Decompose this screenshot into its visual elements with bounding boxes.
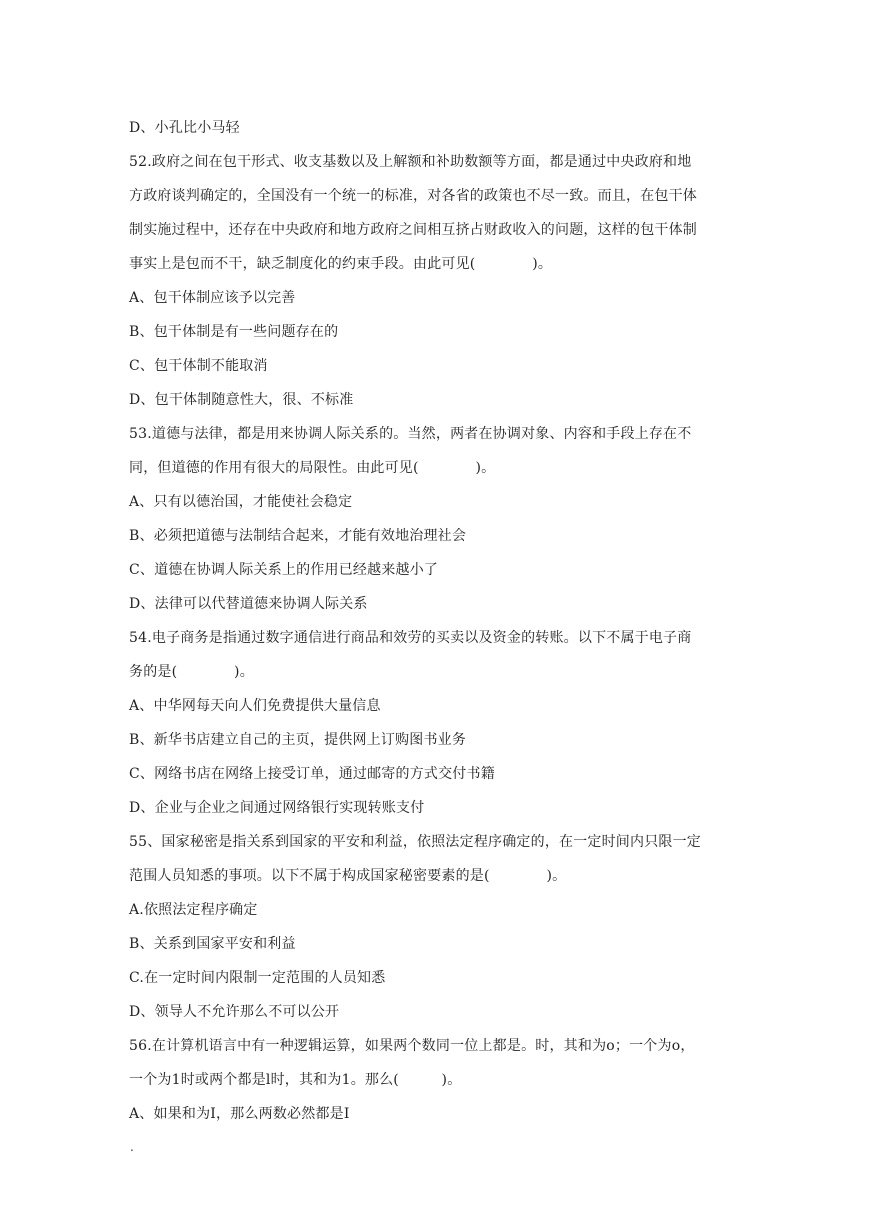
option-line: C.在一定时间内限制一定范围的人员知悉 (129, 970, 386, 986)
question-text-line: 一个为1时或两个都是l时，其和为1。那么( )。 (129, 1072, 462, 1088)
footer-mark: . (130, 1140, 134, 1154)
question-text-line: 范围人员知悉的事项。以下不属于构成国家秘密要素的是( )。 (129, 868, 567, 884)
option-line: D、包干体制随意性大，很、不标准 (129, 392, 354, 408)
question-text-line: 同，但道德的作用有很大的局限性。由此可见( )。 (129, 460, 496, 476)
option-line: B、包干体制是有一些问题存在的 (129, 324, 339, 340)
option-line: D、小孔比小马轻 (129, 120, 240, 136)
page-content (129, 111, 745, 1131)
question-text-line: 务的是( )。 (129, 664, 254, 680)
option-line: A.依照法定程序确定 (129, 902, 258, 918)
option-line: C、网络书店在网络上接受订单，通过邮寄的方式交付书籍 (129, 766, 495, 782)
option-line: A、只有以德治国，才能使社会稳定 (129, 494, 353, 510)
question-55 (129, 825, 745, 893)
question-52 (129, 145, 745, 281)
question-text-line: 52.政府之间在包干形式、收支基数以及上解额和补助数额等方面，都是通过中央政府和地 (129, 154, 692, 170)
option-line: D、企业与企业之间通过网络银行实现转账支付 (129, 800, 425, 816)
question-text-line: 56.在计算机语言中有一种逻辑运算，如果两个数同一位上都是。时，其和为o；一个为o， (129, 1038, 695, 1054)
option-line: A、中华网每天向人们免费提供大量信息 (129, 698, 381, 714)
question-text-line: 方政府谈判确定的，全国没有一个统一的标准，对各省的政策也不尽一致。而且，在包干体 (129, 188, 697, 204)
question-53 (129, 417, 745, 485)
question-text-line: 53.道德与法律，都是用来协调人际关系的。当然，两者在协调对象、内容和手段上存在不 (129, 426, 692, 442)
option-line: D、领导人不允许那么不可以公开 (129, 1004, 340, 1020)
option-line: D、法律可以代替道德来协调人际关系 (129, 596, 368, 612)
option-line: B、关系到国家平安和利益 (129, 936, 296, 952)
question-text-line: 54.电子商务是指通过数字通信进行商品和效劳的买卖以及资金的转账。以下不属于电子商 (129, 630, 692, 646)
option-line: B、新华书店建立自己的主页，提供网上订购图书业务 (129, 732, 467, 748)
question-54 (129, 621, 745, 689)
question-text-line: 55、国家秘密是指关系到国家的平安和利益，依照法定程序确定的，在一定时间内只限一定 (129, 834, 702, 850)
question-text-line: 制实施过程中，还存在中央政府和地方政府之间相互挤占财政收入的问题，这样的包干体制 (129, 222, 697, 238)
question-text-line: 事实上是包而不干，缺乏制度化的约束手段。由此可见( )。 (129, 256, 553, 272)
option-line: C、包干体制不能取消 (129, 358, 268, 374)
option-line: C、道德在协调人际关系上的作用已经越来越小了 (129, 562, 439, 578)
option-line: B、必须把道德与法制结合起来，才能有效地治理社会 (129, 528, 467, 544)
question-56 (129, 1029, 745, 1097)
option-line: A、包干体制应该予以完善 (129, 290, 296, 306)
option-line: A、如果和为I，那么两数必然都是I (129, 1106, 350, 1122)
